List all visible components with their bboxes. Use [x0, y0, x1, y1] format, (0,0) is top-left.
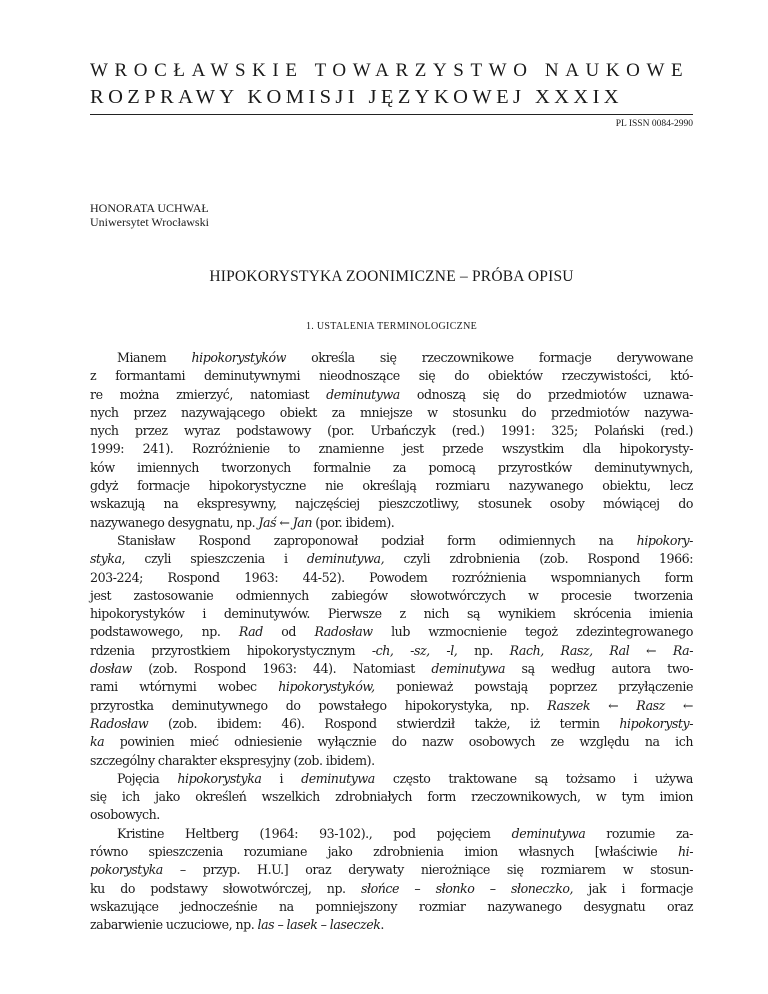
- text-segment: rdzenia przyrostkiem hipokorystycznym: [90, 642, 372, 658]
- text-segment: 203-224; Rospond 1963: 44-52). Powodem rozróżnienia wspomnianych form: [90, 569, 693, 585]
- text-line: [90, 752, 693, 770]
- paragraph: [90, 825, 693, 935]
- text-segment: nych przez wyraz podstawowy (por. Urbańczyk (red.) 1991: 325; Polański (red.): [90, 423, 693, 439]
- italic-term: hipokorystyków: [191, 350, 286, 365]
- italic-term: hi-: [677, 844, 693, 860]
- italic-term: hipokorysty-: [619, 715, 693, 731]
- italic-term: las: [257, 917, 275, 933]
- italic-term: deminutywa: [301, 770, 375, 786]
- italic-term: deminutywa: [431, 661, 506, 677]
- paragraph: [90, 770, 693, 825]
- text-segment: osobowych.: [90, 807, 160, 823]
- italic-term: Ra-: [672, 642, 694, 658]
- text-segment: hipokorystyków i deminutywów. Pierwsze z nich są wynikiem skrócenia imienia: [90, 606, 693, 622]
- text-segment: .: [380, 917, 384, 933]
- text-line: [90, 770, 693, 788]
- text-line: [90, 733, 693, 751]
- text-line: [90, 349, 693, 367]
- text-segment: wskazują na ekspresywny, najczęściej pieszczotliwy, stosunek osoby mówiącej do: [90, 496, 693, 512]
- text-line: [90, 898, 693, 916]
- text-line: [90, 386, 693, 404]
- text-segment: i: [261, 770, 302, 786]
- text-segment: nych przez nazywającego obiekt za mniejsze w stosunku do przedmiotów nazywa-: [90, 404, 693, 420]
- italic-term: lasek: [286, 917, 318, 933]
- text-segment: powinien mieć odniesienie wyłącznie do nazw osobowych ze względu na ich: [104, 734, 693, 750]
- italic-term: Raszek: [547, 697, 591, 713]
- italic-term: Rasz: [636, 697, 665, 713]
- text-segment: określa się rzeczownikowe formacje derywowane: [285, 350, 693, 365]
- text-segment: jest zastosowanie odmiennych zabiegów słowotwórczych w procesie tworzenia: [90, 587, 693, 603]
- text-line: [90, 605, 693, 623]
- text-segment: ku do podstawy słowotwórczej, np.: [90, 880, 361, 896]
- journal-page: [90, 60, 693, 935]
- italic-term: hipokorystyka: [177, 770, 262, 786]
- text-segment: rami wtórnymi wobec: [90, 679, 279, 695]
- text-line: [90, 806, 693, 824]
- italic-term: -ch, -sz, -l,: [371, 642, 458, 658]
- text-segment: np.: [457, 642, 510, 658]
- text-segment: Mianem: [117, 350, 192, 365]
- text-segment: Pojęcia: [117, 770, 178, 786]
- italic-term: deminutywa,: [306, 551, 385, 567]
- text-line: [90, 495, 693, 513]
- text-segment: odnoszą się do przedmiotów uznawa-: [399, 386, 693, 402]
- text-segment: – przyp. H.U.] oraz derywaty nierożniące się rozmiarem w stosun-: [162, 862, 693, 878]
- text-segment: –: [317, 917, 330, 933]
- text-line: [90, 916, 693, 934]
- text-segment: przyrostka deminutywnego do powstałego hipokorystyka, np.: [90, 697, 548, 713]
- text-segment: lub wzmocnienie tegoż zdezintegrowanego: [372, 624, 693, 640]
- text-segment: ←: [664, 697, 694, 713]
- text-segment: zabarwienie uczuciowe, np.: [90, 917, 258, 933]
- text-segment: –: [274, 917, 287, 933]
- section-heading: 1. USTALENIA TERMINOLOGICZNE: [305, 321, 477, 332]
- text-segment: , czyli spieszczenia i: [121, 551, 307, 567]
- text-line: [90, 861, 693, 879]
- text-line: [90, 367, 693, 385]
- text-line: [90, 623, 693, 641]
- text-line: [90, 660, 693, 678]
- text-line: [90, 459, 693, 477]
- text-line: [90, 440, 693, 458]
- society-name: WROCŁAWSKIE TOWARZYSTWO NAUKOWE: [90, 60, 690, 81]
- italic-term: Radosław: [90, 715, 149, 731]
- text-segment: ponieważ powstają poprzez przyłączenie: [374, 679, 693, 695]
- text-line: [90, 532, 693, 550]
- paragraph: [90, 532, 693, 770]
- text-line: [90, 477, 693, 495]
- text-segment: 1999: 241). Rozróżnienie to znamienne jest przede wszystkim dla hipokorysty-: [90, 441, 693, 457]
- header-rule: [90, 114, 693, 115]
- italic-term: deminutywa: [511, 825, 586, 841]
- text-line: [90, 550, 693, 568]
- text-line: [90, 788, 693, 806]
- text-segment: nazywanego desygnatu, np.: [90, 514, 259, 530]
- body-text: [90, 349, 693, 935]
- text-segment: często traktowane są tożsamo i używa: [374, 770, 693, 786]
- text-line: [90, 678, 693, 696]
- italic-term: Radosław: [314, 624, 373, 640]
- article-title: HIPOKORYSTYKA ZOONIMICZNE – PRÓBA OPISU: [209, 268, 574, 285]
- text-segment: ←: [590, 697, 637, 713]
- italic-term: styka: [90, 551, 122, 567]
- italic-term: hipokory-: [636, 532, 693, 548]
- issn-label: PL ISSN 0084-2990: [615, 119, 693, 129]
- text-segment: się ich jako określeń wszelkich zdrobniałych form rzeczownikowych, w tym imion: [90, 789, 693, 805]
- text-line: [90, 880, 693, 898]
- paragraph: [90, 349, 693, 532]
- italic-term: pokorystyka: [90, 862, 163, 878]
- italic-term: Jan: [292, 514, 313, 530]
- text-segment: rozumie za-: [585, 825, 693, 841]
- text-segment: jak i formacje: [573, 880, 693, 896]
- text-line: [90, 569, 693, 587]
- italic-term: Jaś: [258, 514, 277, 530]
- text-segment: wskazujące jednocześnie na pomniejszony rozmiar nazywanego desygnatu oraz: [90, 898, 693, 914]
- italic-term: dosław: [90, 661, 132, 677]
- text-line: [90, 422, 693, 440]
- text-line: [90, 404, 693, 422]
- text-segment: czyli zdrobnienia (zob. Rospond 1966:: [384, 551, 693, 567]
- text-line: [90, 825, 693, 843]
- italic-term: słońce – słonko – słoneczko,: [360, 880, 574, 896]
- text-segment: Stanisław Rospond zaproponował podział form odimiennych na: [117, 532, 637, 548]
- text-segment: Kristine Heltberg (1964: 93-102)., pod pojęciem: [117, 825, 512, 841]
- text-line: [90, 843, 693, 861]
- text-segment: gdyż formacje hipokorystyczne nie określają rozmiaru nazywanego obiektu, lecz: [90, 478, 693, 494]
- text-segment: ←: [276, 514, 293, 530]
- text-segment: re można zmierzyć, natomiast: [90, 386, 327, 402]
- text-segment: szczególny charakter ekspresyjny (zob. ibidem).: [90, 752, 375, 768]
- italic-term: hipokorystyków,: [278, 679, 375, 695]
- italic-term: Rach, Rasz, Ral: [509, 642, 630, 658]
- text-segment: ←: [629, 642, 673, 658]
- text-segment: ków imiennych tworzonych formalnie za pomocą przyrostków deminutywnych,: [90, 459, 693, 475]
- text-line: [90, 642, 693, 660]
- text-segment: równo spieszczenia rozumiane jako zdrobnienia imion własnych [właściwie: [90, 844, 678, 860]
- series-title: ROZPRAWY KOMISJI JĘZYKOWEJ XXXIX: [90, 86, 624, 108]
- italic-term: laseczek: [329, 917, 381, 933]
- author-affiliation: Uniwersytet Wrocławski: [90, 215, 209, 229]
- text-segment: są według autora two-: [505, 661, 694, 677]
- italic-term: Rad: [238, 624, 263, 640]
- text-segment: (zob. ibidem: 46). Rospond stwierdził także, iż termin: [148, 715, 620, 731]
- text-segment: z formantami deminutywnymi nieodnoszące się do obiektów rzeczywistości, któ-: [90, 368, 693, 384]
- text-segment: (zob. Rospond 1963: 44). Natomiast: [131, 661, 432, 677]
- text-segment: od: [262, 624, 315, 640]
- text-segment: podstawowego, np.: [90, 624, 239, 640]
- text-line: [90, 715, 693, 733]
- text-line: [90, 587, 693, 605]
- italic-term: ka: [90, 734, 105, 750]
- text-line: [90, 514, 693, 532]
- text-segment: (por. ibidem).: [312, 514, 395, 530]
- italic-term: deminutywa: [326, 386, 400, 402]
- text-line: [90, 697, 693, 715]
- author-name: HONORATA UCHWAŁ: [90, 201, 209, 215]
